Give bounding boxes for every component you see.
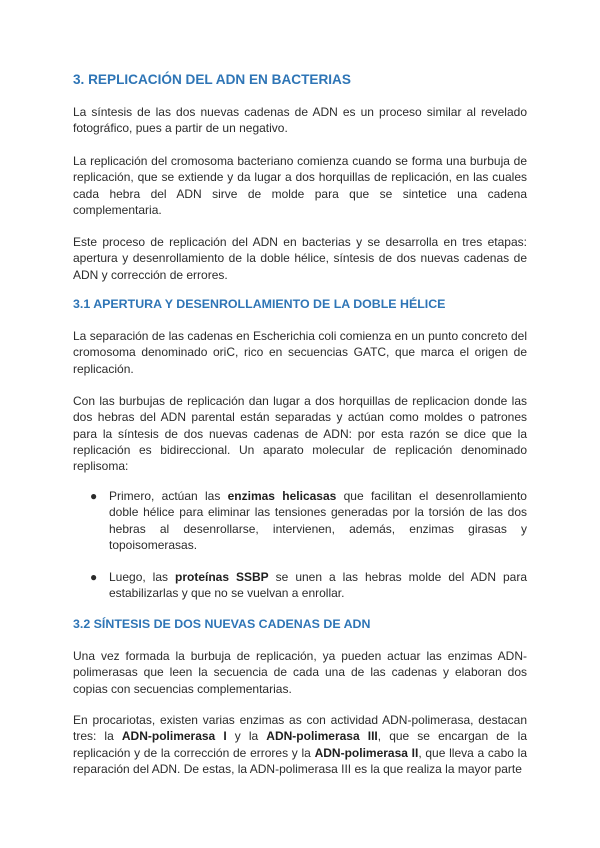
section-3-paragraph-2: La replicación del cromosoma bacteriano comienza cuando se forma una burbuja de replicación, que se extiende y da lugar a dos horquillas de replicación, en las cuales cada hebra del ADN sirve de molde para que se sintetice una cadena complementaria.	[73, 154, 527, 217]
list-item	[73, 569, 527, 602]
section-3-2-heading: 3.2 SÍNTESIS DE DOS NUEVAS CADENAS DE ADN	[73, 617, 371, 631]
bullet-icon: ●	[90, 489, 98, 503]
section-3-2-paragraph-1: Una vez formada la burbuja de replicación, ya pueden actuar las enzimas ADN-polimerasas que leen la secuencia de cada una de las cadenas y elaboran dos copias con secuencias complementarias.	[73, 649, 527, 696]
list-item-text: Primero, actúan las enzimas helicasas que facilitan el desenrollamiento doble hélice para eliminar las tensiones generadas por la torsión de las dos hebras al desenrollarse, intervienen, además, enzimas girasas y topoisomerasas.	[109, 489, 527, 552]
section-3-2-paragraph-2: En procariotas, existen varias enzimas as con actividad ADN-polimerasa, destacan tres: la ADN-polimerasa I y la ADN-polimerasa III, que se encargan de la replicación y de la corrección de errores y la ADN-polimerasa II, que lleva a cabo la reparación del ADN. De estas, la ADN-polimerasa III es la que realiza la mayor parte	[73, 713, 527, 776]
section-3-heading: 3. REPLICACIÓN DEL ADN EN BACTERIAS	[73, 72, 351, 87]
bullet-icon: ●	[90, 570, 98, 584]
section-3-paragraph-1: La síntesis de las dos nuevas cadenas de ADN es un proceso similar al revelado fotográfico, pues a partir de un negativo.	[73, 105, 527, 136]
list-item-text: Luego, las proteínas SSBP se unen a las hebras molde del ADN para estabilizarlas y que no se vuelvan a enrollar.	[109, 570, 527, 601]
list-item	[73, 488, 527, 553]
section-3-1-paragraph-2: Con las burbujas de replicación dan lugar a dos horquillas de replicacion donde las dos hebras del ADN parental están separadas y actúan como moldes o patrones para la síntesis de dos nuevas cadenas de ADN: por esta razón se dice que la replicación es bidireccional. Un aparato molecular de replicación denominado replisoma:	[73, 394, 527, 474]
section-3-1-paragraph-1: La separación de las cadenas en Escherichia coli comienza en un punto concreto del cromosoma denominado oriC, rico en secuencias GATC, que marca el origen de replicación.	[73, 329, 527, 376]
section-3-paragraph-3: Este proceso de replicación del ADN en bacterias y se desarrolla en tres etapas: apertura y desenrollamiento de la doble hélice, síntesis de dos nuevas cadenas de ADN y corrección de errores.	[73, 235, 527, 282]
section-3-1-heading: 3.1 APERTURA Y DESENROLLAMIENTO DE LA DOBLE HÉLICE	[73, 297, 446, 311]
